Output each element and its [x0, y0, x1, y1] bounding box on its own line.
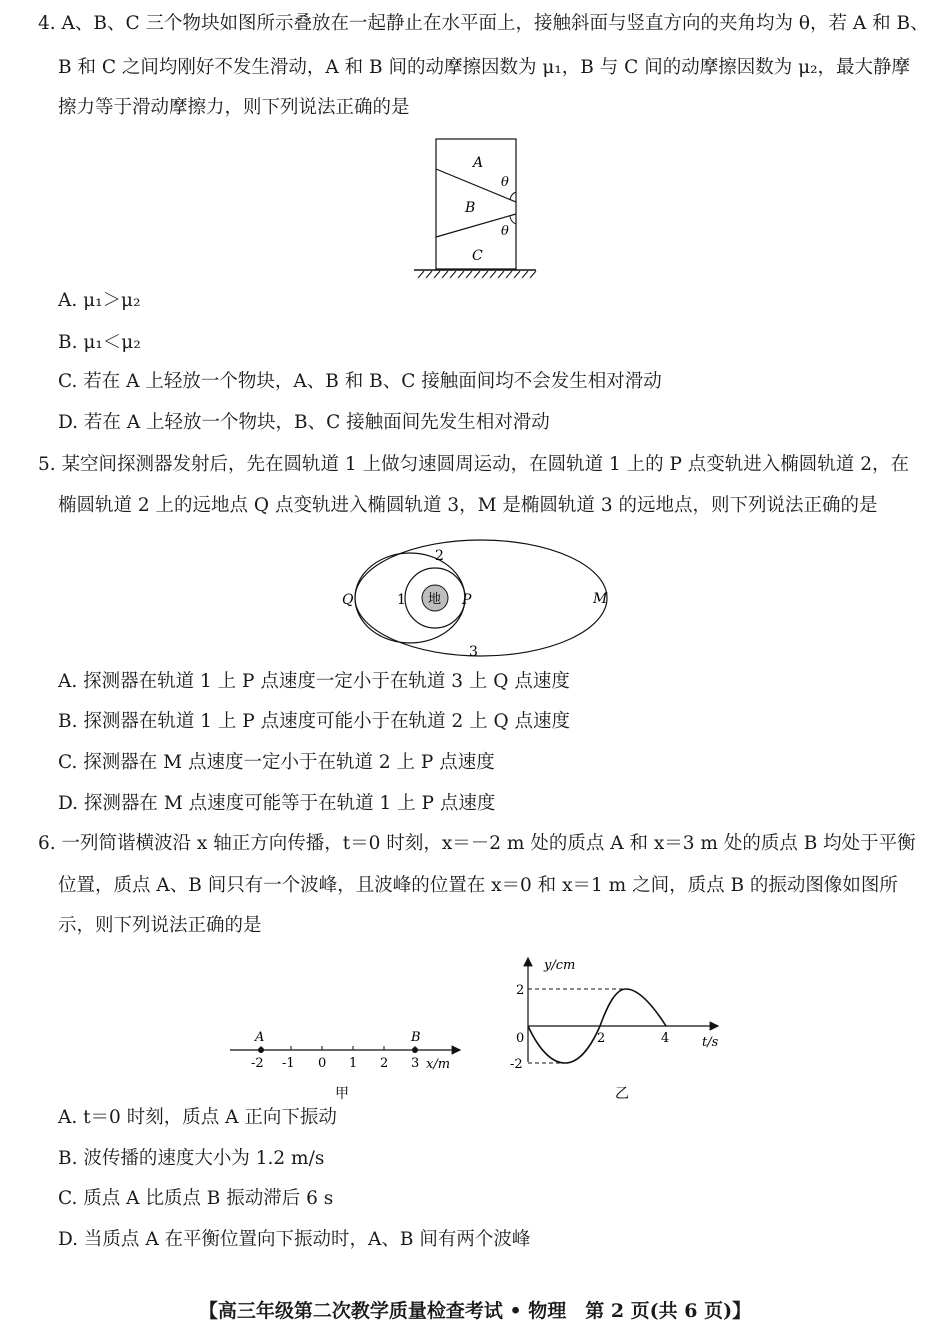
q6-figure-yi: [500, 952, 730, 1102]
tick-label-0: 0: [318, 1056, 327, 1071]
label-m: M: [593, 591, 608, 607]
q6-option-c: C. 质点 A 比质点 B 振动滞后 6 s: [58, 1188, 334, 1209]
origin-label: 0: [516, 1031, 525, 1046]
axis-label-x: x/m: [426, 1057, 451, 1072]
label-orbit-2: 2: [435, 548, 444, 564]
ground-hatch: [418, 271, 536, 278]
tick-label-neg1: -1: [282, 1056, 295, 1071]
t-tick-4: 4: [661, 1031, 670, 1046]
q5-orbit-figure: [340, 536, 615, 664]
caption-jia: 甲: [335, 1086, 349, 1102]
earth-label: 地: [428, 592, 442, 607]
page-footer: 【高三年级第二次教学质量检查考试 • 物理 第 2 页(共 6 页)】: [198, 1300, 752, 1322]
point-a-dot: [258, 1047, 264, 1053]
q5-option-a: A. 探测器在轨道 1 上 P 点速度一定小于在轨道 3 上 Q 点速度: [58, 671, 570, 692]
orbit-3: [355, 540, 607, 656]
point-a-label: A: [255, 1030, 265, 1045]
caption-yi: 乙: [615, 1086, 629, 1102]
q6-option-a: A. t＝0 时刻，质点 A 正向下振动: [58, 1107, 337, 1128]
q4-stem-line-3: 擦力等于滑动摩擦力，则下列说法正确的是: [58, 97, 410, 118]
label-q: Q: [342, 592, 354, 608]
y-axis-label: y/cm: [544, 958, 576, 973]
t-axis-label: t/s: [702, 1035, 719, 1050]
theta-bottom: θ: [501, 224, 509, 239]
q5-stem-line-2: 椭圆轨道 2 上的远地点 Q 点变轨进入椭圆轨道 3，M 是椭圆轨道 3 的远地点，则下列说法正确的是: [58, 495, 878, 516]
q4-stem-line-2: B 和 C 之间均刚好不发生滑动，A 和 B 间的动摩擦因数为 μ₁，B 与 C 间的动摩擦因数为 μ₂，最大静摩: [58, 57, 911, 78]
q6-stem-line-3: 示，则下列说法正确的是: [58, 915, 262, 936]
tick-label-neg2: -2: [251, 1056, 264, 1071]
label-orbit-3: 3: [469, 644, 478, 660]
q5-option-c: C. 探测器在 M 点速度一定小于在轨道 2 上 P 点速度: [58, 752, 495, 773]
q4-option-a: A. μ₁＞μ₂: [58, 290, 141, 311]
q6-stem-line-1: 6. 一列简谐横波沿 x 轴正方向传播，t＝0 时刻，x＝－2 m 处的质点 A 和 x＝3 m 处的质点 B 均处于平衡: [38, 833, 916, 854]
q4-stem-line-1: 4. A、B、C 三个物块如图所示叠放在一起静止在水平面上，接触斜面与竖直方向的夹角均为 θ，若 A 和 B、: [38, 13, 929, 34]
theta-top: θ: [501, 175, 509, 190]
q5-stem-line-1: 5. 某空间探测器发射后，先在圆轨道 1 上做匀速圆周运动，在圆轨道 1 上的 P 点变轨进入椭圆轨道 2，在: [38, 454, 909, 475]
t-tick-2: 2: [597, 1031, 606, 1046]
label-a: A: [473, 155, 484, 171]
q4-option-c: C. 若在 A 上轻放一个物块，A、B 和 B、C 接触面间均不会发生相对滑动: [58, 371, 662, 392]
q6-figure-jia: [228, 1020, 468, 1102]
label-c: C: [472, 248, 483, 264]
theta-arc-top: [510, 192, 516, 200]
label-p: P: [462, 592, 472, 608]
q4-option-d: D. 若在 A 上轻放一个物块，B、C 接触面间先发生相对滑动: [58, 412, 550, 433]
tick-label-2: 2: [380, 1056, 389, 1071]
q6-option-d: D. 当质点 A 在平衡位置向下振动时，A、B 间有两个波峰: [58, 1229, 531, 1250]
tick-label-1: 1: [349, 1056, 358, 1071]
q6-stem-line-2: 位置，质点 A、B 间只有一个波峰，且波峰的位置在 x＝0 和 x＝1 m 之间，质点 B 的振动图像如图所: [58, 875, 898, 896]
point-b-label: B: [411, 1030, 421, 1045]
theta-arc-bottom: [510, 216, 516, 224]
q4-option-b: B. μ₁＜μ₂: [58, 332, 141, 353]
label-b: B: [465, 200, 476, 216]
q4-stacked-blocks-figure: [412, 134, 542, 284]
q6-option-b: B. 波传播的速度大小为 1.2 m/s: [58, 1148, 325, 1169]
q5-option-d: D. 探测器在 M 点速度可能等于在轨道 1 上 P 点速度: [58, 793, 496, 814]
y-tick-2: 2: [516, 983, 525, 998]
tick-label-3: 3: [411, 1056, 420, 1071]
y-tick-neg2: -2: [510, 1057, 523, 1072]
q5-option-b: B. 探测器在轨道 1 上 P 点速度可能小于在轨道 2 上 Q 点速度: [58, 711, 571, 732]
label-orbit-1: 1: [397, 592, 406, 608]
point-b-dot: [412, 1047, 418, 1053]
